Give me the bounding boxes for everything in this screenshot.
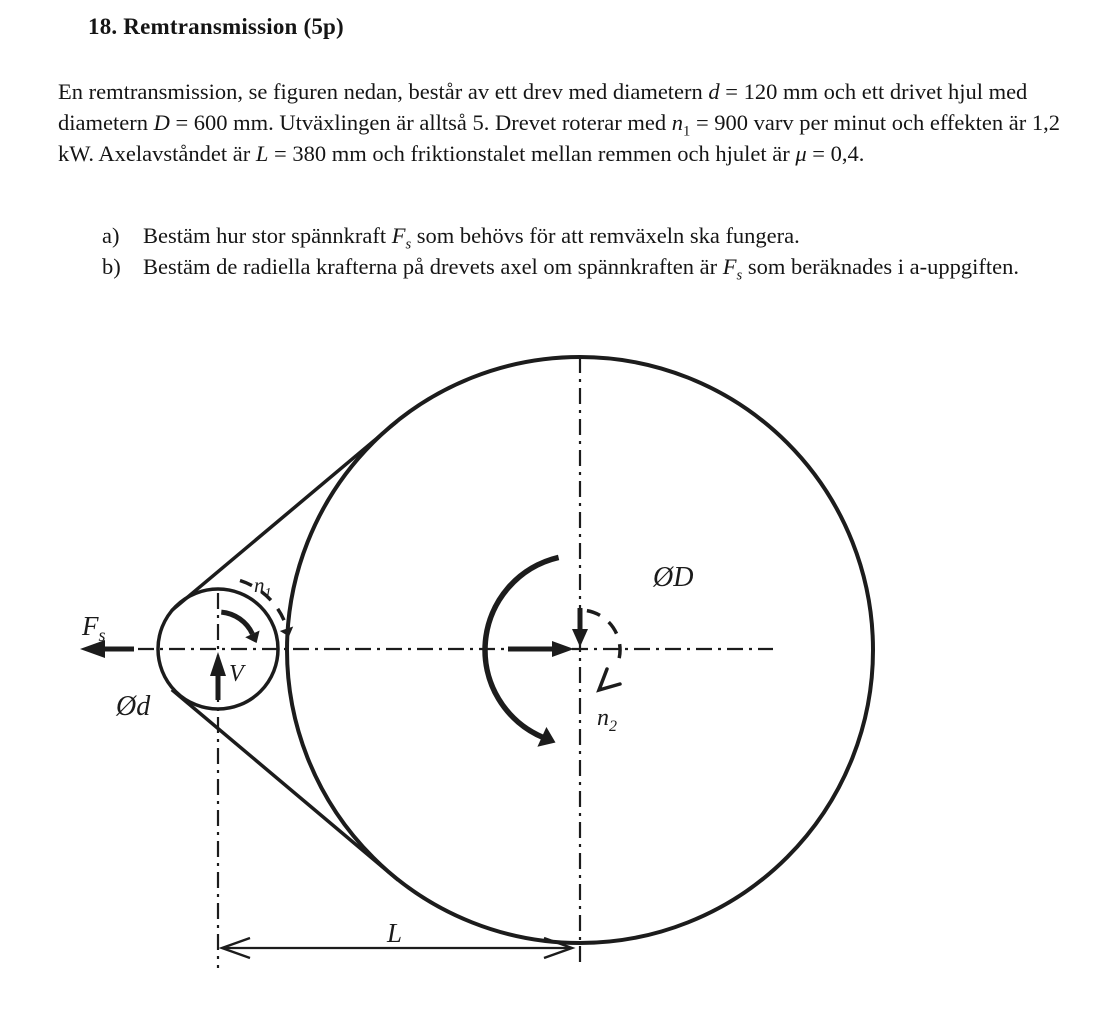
- var-mu: μ: [795, 141, 807, 166]
- driven-speed-dashed-arc: [587, 611, 620, 667]
- belt-drive-diagram: [0, 340, 1096, 1004]
- driven-speed-label-base: n: [597, 705, 609, 731]
- question-a: [102, 221, 1064, 252]
- var-D: D: [153, 110, 170, 135]
- question-a-segment: Bestäm hur stor spännkraft: [143, 223, 392, 248]
- statement-text: = 600 mm. Utväxlingen är alltså 5. Drevet roterar med: [169, 110, 672, 135]
- small-diameter-label: Ød: [116, 691, 151, 722]
- var-d: d: [708, 79, 720, 104]
- belt-upper-span: [172, 422, 397, 611]
- velocity-label: V: [229, 661, 244, 687]
- centre-distance-label: L: [387, 918, 403, 948]
- statement-text: = 120 mm och ett drivet hjul med diametern: [58, 79, 1028, 135]
- belt-drive-figure: [0, 340, 1096, 1004]
- statement-text: = 900 varv per minut och effekten är 1,2 kW. Axelavståndet är: [58, 110, 1060, 166]
- driven-speed-label: [597, 705, 617, 735]
- large-diameter-label: ØD: [653, 562, 694, 593]
- driver-speed-label-base: n: [254, 573, 265, 597]
- var-n1-subscript: 1: [683, 123, 691, 140]
- statement-text: = 380 mm och friktionstalet mellan remmen och hjulet är: [268, 141, 796, 166]
- driver-speed-label: [254, 573, 272, 601]
- var-Fs: [722, 253, 743, 283]
- question-b-text: [143, 252, 1048, 283]
- question-b-marker: b): [102, 253, 121, 279]
- center-down-arrow-head: [572, 629, 588, 647]
- tension-label-base: F: [82, 611, 99, 641]
- driven-speed-label-subscript: 2: [609, 718, 617, 735]
- question-a-text: [143, 221, 1048, 252]
- var-L: L: [255, 141, 269, 166]
- question-a-marker: a): [102, 223, 120, 248]
- var-Fs: [391, 223, 412, 253]
- var-n1: n: [671, 110, 684, 135]
- question-a-segment: som behövs för att remväxeln ska fungera.: [411, 223, 800, 248]
- statement-text: En remtransmission, se figuren nedan, består av ett drev med diametern: [58, 79, 709, 104]
- question-b-segment: Bestäm de radiella krafterna på drevets axel om spännkraften är: [143, 253, 723, 279]
- velocity-arrow-head: [210, 652, 226, 676]
- var-Fs-base: F: [722, 253, 737, 279]
- tension-label: [81, 611, 106, 645]
- tension-label-subscript: s: [98, 625, 106, 645]
- center-right-arrow-head: [552, 641, 574, 657]
- problem-statement: [58, 76, 1064, 169]
- belt-lower-span: [172, 690, 398, 880]
- driver-speed-label-subscript: 1: [264, 586, 272, 601]
- question-list: [102, 221, 1064, 282]
- question-b: [102, 252, 1064, 283]
- var-Fs-subscript: s: [736, 267, 743, 283]
- var-Fs-subscript: s: [405, 236, 412, 253]
- driver-rotation-arrow-arc: [221, 612, 252, 634]
- driven-speed-arrow-head: [599, 669, 620, 690]
- question-b-segment: som beräknades i a-uppgiften.: [742, 253, 1019, 279]
- var-Fs-base: F: [391, 223, 406, 248]
- problem-title: 18. Remtransmission (5p): [88, 14, 344, 39]
- statement-text: = 0,4.: [806, 141, 865, 166]
